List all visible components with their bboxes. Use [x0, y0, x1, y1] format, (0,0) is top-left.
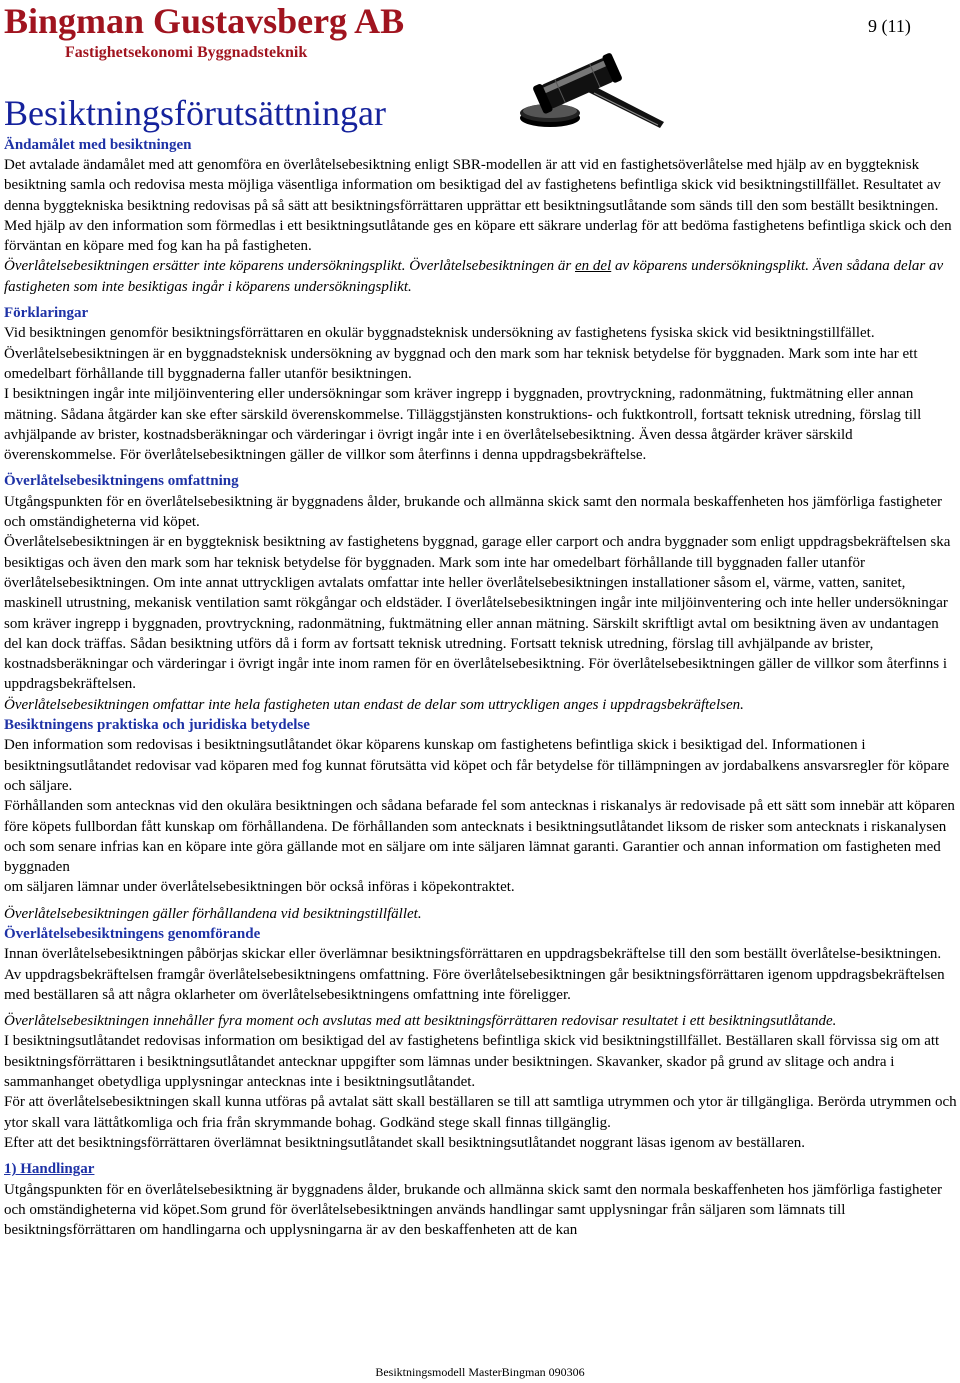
- document-body: [4, 136, 959, 1240]
- paragraph: Förhållanden som antecknas vid den okulära besiktningen och sådana befarade fel som antecknas i riskanalys är redovisade på ett sätt som innebär att köparen före köpets fullbordan fått kunskap om förhållandena. De förhållanden som antecknats i besiktningsutlåtandet liksom de risker som antecknats i riskanalysen och som senare infrias kan en köpare inte göra gällande mot en säljare om inte säljaren lämnat garanti. Garantier och annan information om fastigheten med byggnaden: [4, 798, 955, 876]
- underlined-text: en del: [575, 258, 612, 275]
- paragraph: I besiktningen ingår inte miljöinventering eller undersökningar som kräver ingrepp i byggnaden, provtryckning, radonmätning, fuktmätning eller annan mätning. Sådana åtgärder kan ske efter särskild överenskommelse. Tilläggstjänsten konstruktions- och fuktkontroll, fortsatt teknisk utredning, förslag till avhjälpande av brister, kostnadsberäkningar och värderingar i övrigt ingår inte i en överlåtelsebesiktning. Även dessa åtgärder kräver särskild överenskommelse. För överlåtelsebesiktningen gäller de villkor som återfinns i denna uppdragsbekräftelse.: [4, 386, 922, 464]
- section-heading: Ändamålet med besiktningen: [4, 137, 192, 153]
- section-heading: Överlåtelsebesiktningens omfattning: [4, 473, 239, 490]
- paragraph: Överlåtelsebesiktningen är en byggteknisk besiktning av fastighetens byggnad, garage eller carport och andra byggnader som enligt uppdragsbekräftelsen ska besiktigas och även den mark som har teknisk betydelse för byggnaden. Mark som inte har omedelbart förhållande till byggnaden faller utanför överlåtelsebesiktningen. Om inte annat uttryckligen avtalats omfattar inte heller överlåtelsebesiktningen installationer såsom el, värme, vatten, sanitet, maskinell utrustning, mekanisk ventilation samt rökgångar och eldstäder. I överlåtelsebesiktningen ingår inte miljöinventering och inte heller undersökningar som kräver ingrepp i byggnaden, provtryckning, radonmätning, fuktmätning eller annan mätning. Särskilt skriftligt avtal om besiktning även av undantagen del kan dock träffas. Sådan besiktning utförs då i form av fortsatt teknisk utredning. Fortsatt teknisk utredning, förslag till avhjälpande av brister, kostnadsberäkningar och värderingar i övrigt ingår inte inom ramen för en överlåtelsebesiktning. För överlåtelsebesiktningen gäller de villkor som återfinns i uppdragsbekräftelsen.: [4, 534, 951, 693]
- text-span: Överlåtelsebesiktningen ersätter inte köparens undersökningsplikt. Överlåtelsebesiktningen är: [4, 258, 575, 275]
- section-heading: Överlåtelsebesiktningens genomförande: [4, 925, 261, 942]
- paragraph-italic: Överlåtelsebesiktningen omfattar inte hela fastigheten utan endast de delar som uttryckligen anges i uppdragsbekräftelsen.: [4, 696, 744, 713]
- paragraph-italic: Överlåtelsebesiktningen innehåller fyra moment och avslutas med att besiktningsförrättaren redovisar resultatet i ett besiktningsutlåtande.: [4, 1013, 837, 1030]
- paragraph: Vid besiktningen genomför besiktningsförrättaren en okulär byggnadsteknisk undersökning av fastighetens fysiska skick vid besiktningstillfället. Överlåtelsebesiktningen är en byggnadsteknisk undersökning av byggnad och den mark som har teknisk betydelse för byggnaden. Mark som inte har ett omedelbart förhållande till byggnaderna faller utanför besiktningen.: [4, 325, 918, 382]
- company-subtitle: Fastighetsekonomi Byggnadsteknik: [65, 44, 308, 61]
- page-title: Besiktningsförutsättningar: [4, 93, 386, 133]
- page-footer: Besiktningsmodell MasterBingman 090306: [375, 1365, 585, 1379]
- paragraph: I besiktningsutlåtandet redovisas information om besiktigad del av fastighetens befintliga skick vid besiktningstillfället. Beställaren skall förvissa sig om att besiktningsförrättaren i besiktningsutlåtandet antecknar uppgifter som lämnas under besiktningen. Skavanker, skador på grund av slitage och andra i sammanhanget obetydliga upplysningar antecknas inte i besiktningsutlåtandet.: [4, 1033, 940, 1091]
- text-span: av köparens undersökningsplikt. Även sådana delar av fastigheten som inte besiktigas ingår i köparens undersökningsplikt.: [4, 258, 944, 295]
- gavel-icon: [518, 52, 664, 130]
- company-name: Bingman Gustavsberg AB: [4, 1, 405, 41]
- paragraph: För att överlåtelsebesiktningen skall kunna utföras på avtalat sätt skall beställaren se till att samtliga utrymmen och ytor är tillgängliga. Berörda utrymmen och ytor skall vara lättåtkomliga och fria från skrymmande bohag. Godkänd stege skall finnas tillgänglig.: [4, 1094, 957, 1131]
- page-number: 9 (11): [868, 16, 911, 36]
- section-heading: Förklaringar: [4, 305, 89, 322]
- paragraph-italic: [4, 256, 959, 297]
- paragraph: Utgångspunkten för en överlåtelsebesiktning är byggnadens ålder, brukande och allmänna skick samt den normala beskaffenheten hos jämförliga fastigheter och omständigheterna vid köpet.Som grund för överlåtelsebesiktningen används handlingar samt upplysningar från säljaren som lämnats till besiktningsförrättaren om handlingarna och upplysningarna är av den beskaffenheten att de kan: [4, 1181, 942, 1239]
- paragraph: Utgångspunkten för en överlåtelsebesiktning är byggnadens ålder, brukande och allmänna skick samt den normala beskaffenheten hos jämförliga fastigheter och omständigheterna vid köpet.: [4, 493, 942, 531]
- paragraph: Innan överlåtelsebesiktningen påbörjas skickar eller överlämnar besiktningsförrättaren en uppdragsbekräftelse till den som beställt överlåtelse-besiktningen. Av uppdragsbekräftelsen framgår överlåtelsebesiktningens omfattning. Före överlåtelsebesiktningen går besiktningsförrättaren igenom uppdragsbekräftelsen med beställaren så att några oklarheter om överlåtelsebesiktningens omfattning inte föreligger.: [4, 946, 945, 1003]
- paragraph: om säljaren lämnar under överlåtelsebesiktningen bör också införas i köpekontraktet.: [4, 879, 515, 896]
- section-heading: Besiktningens praktiska och juridiska betydelse: [4, 717, 310, 734]
- paragraph: Den information som redovisas i besiktningsutlåtandet ökar köparens kunskap om fastighetens befintliga skick i besiktigad del. Informationen i besiktningsutlåtandet redovisar vad köparen med fog kunnat förutsätta vid köpet och får betydelse för tillämpningen av jordabalkens ansvarsregler för köpare och säljare.: [4, 737, 950, 794]
- paragraph-italic: Överlåtelsebesiktningen gäller förhållandena vid besiktningstillfället.: [4, 905, 422, 922]
- section-heading: 1) Handlingar: [4, 1161, 95, 1178]
- paragraph: Det avtalade ändamålet med att genomföra en överlåtelsebesiktning enligt SBR-modellen är att vid en fastighetsöverlåtelse med hjälp av en byggteknisk besiktning samla och redovisa mesta möjliga väsentliga information om besiktigad del av fastighetens befintliga skick vid besiktningstillfället. Resultatet av denna byggtekniska besiktning redovisas på så sätt att besiktningsförrättaren upprättar ett besiktningsutlåtande som sänds till den som beställt besiktningen. Med hjälp av den information som förmedlas i ett besiktningsutlåtande ges en köpare ett säkrare underlag för att bedöma fastighetens befintliga skick och den förväntan en köpare med fog kan ha på fastigheten.: [4, 157, 952, 255]
- paragraph: Efter att det besiktningsförrättaren överlämnat besiktningsutlåtandet skall besiktningsutlåtandet noggrant läsas igenom av beställaren.: [4, 1134, 806, 1151]
